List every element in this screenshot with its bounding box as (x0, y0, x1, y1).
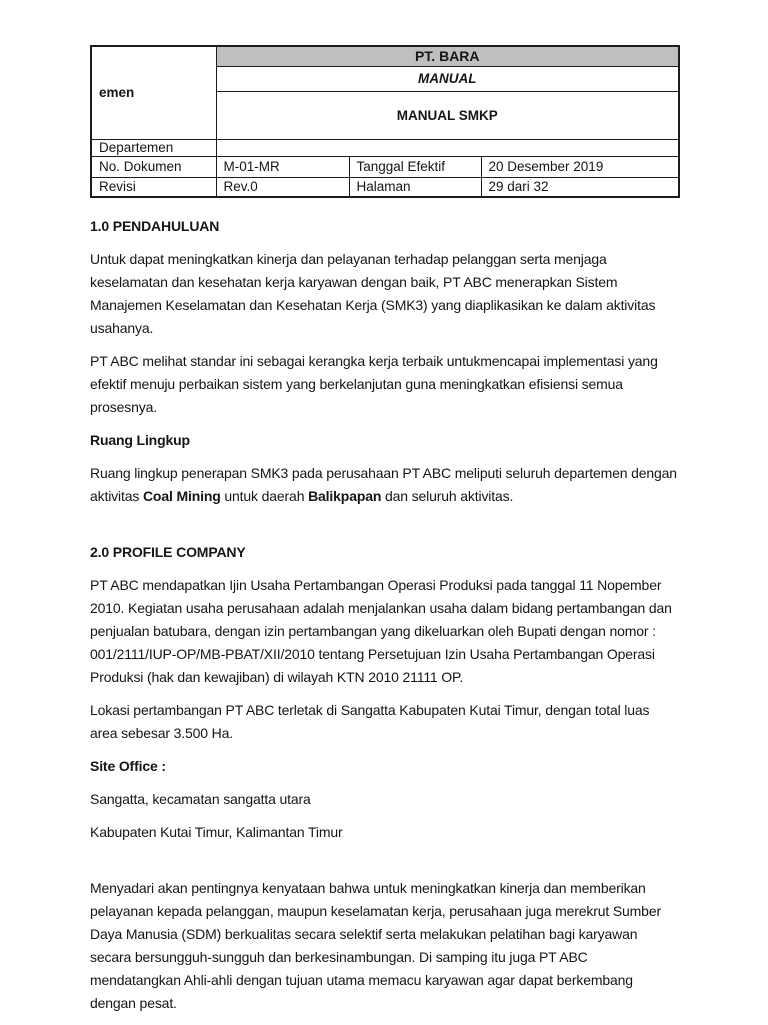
meta-halaman-label: Halaman (349, 177, 481, 197)
company-name: PT. BARA (216, 46, 679, 67)
closing-paragraph: Menyadari akan pentingnya kenyataan bahwa untuk meningkatkan kinerja dan memberikan pelayanan kepada pelanggan, maupun keselamatan kerja, perusahaan juga merekrut Sumber Daya Manusia (SDM) berkualitas secara selektif serta melakukan pelatihan bagi karyawan secara bersungguh-sungguh dan berkesinambungan. Di samping itu juga PT ABC mendatangkan Ahli-ahli dengan tujuan utama memacu karyawan agar dapat berkembang dengan pesat. (90, 879, 661, 1011)
ruang-lingkup-text-mid: untuk daerah (220, 487, 309, 504)
document-content (90, 45, 680, 1025)
doc-title: MANUAL SMKP (216, 92, 679, 140)
ruang-lingkup-paragraph (90, 462, 680, 508)
site-office-line-1: Sangatta, kecamatan sangatta utara (90, 790, 311, 807)
section-2-heading: 2.0 PROFILE COMPANY (90, 543, 246, 560)
section-1-heading: 1.0 PENDAHULUAN (90, 217, 220, 234)
meta-tanggal-efektif-value: 20 Desember 2019 (481, 156, 679, 177)
header-stub-cell: emen (91, 46, 216, 140)
meta-departemen-value (216, 140, 679, 157)
ruang-lingkup-text-post: dan seluruh aktivitas. (381, 487, 514, 504)
meta-no-dokumen-label: No. Dokumen (91, 156, 216, 177)
doc-type-label: MANUAL (216, 67, 679, 92)
meta-revisi-value: Rev.0 (216, 177, 349, 197)
ruang-lingkup-bold-balikpapan: Balikpapan (308, 487, 382, 504)
pendahuluan-paragraph-1: Untuk dapat meningkatkan kinerja dan pelayanan terhadap pelanggan serta menjaga keselamatan dan kesehatan kerja karyawan dengan baik, PT ABC menerapkan Sistem Manajemen Keselamatan dan Kesehatan Kerja (SMK3) yang diaplikasikan ke dalam aktivitas usahanya. (90, 250, 656, 336)
meta-departemen-label: Departemen (91, 140, 216, 157)
meta-tanggal-efektif-label: Tanggal Efektif (349, 156, 481, 177)
document-header-table (90, 45, 680, 198)
profile-paragraph-1: PT ABC mendapatkan Ijin Usaha Pertambangan Operasi Produksi pada tanggal 11 Nopember 2010. Kegiatan usaha perusahaan adalah menjalankan usaha dalam bidang pertambangan dan penjualan batubara, dengan izin pertambangan yang dikeluarkan oleh Bupati dengan nomor : 001/2111/IUP-OP/MB-PBAT/XII/2010 tentang Persetujuan Izin Usaha Pertambangan Operasi Produksi (hak dan kewajiban) di wilayah KTN 2010 21111 OP. (90, 576, 672, 685)
document-body (90, 215, 680, 1015)
profile-paragraph-lokasi: Lokasi pertambangan PT ABC terletak di Sangatta Kabupaten Kutai Timur, dengan total luas area sebesar 3.500 Ha. (90, 701, 650, 741)
ruang-lingkup-heading: Ruang Lingkup (90, 431, 190, 448)
ruang-lingkup-bold-coal-mining: Coal Mining (142, 487, 221, 504)
site-office-heading: Site Office : (90, 757, 166, 774)
site-office-line-2: Kabupaten Kutai Timur, Kalimantan Timur (90, 823, 343, 840)
ruang-lingkup-text-pre: Ruang lingkup penerapan SMK3 pada perusahaan PT ABC meliputi seluruh departemen dengan aktivitas (90, 464, 677, 504)
meta-revisi-label: Revisi (91, 177, 216, 197)
pendahuluan-paragraph-2: PT ABC melihat standar ini sebagai kerangka kerja terbaik untukmencapai implementasi yang efektif menuju perbaikan sistem yang berkelanjutan guna meningkatkan efisiensi semua prosesnya. (90, 352, 658, 415)
meta-no-dokumen-value: M-01-MR (216, 156, 349, 177)
meta-halaman-value: 29 dari 32 (481, 177, 679, 197)
